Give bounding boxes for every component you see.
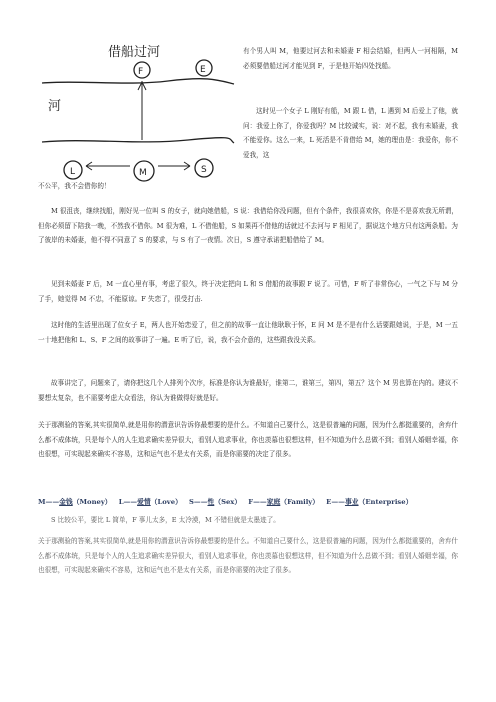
story-paragraph-1: 有个男人叫 M，他要过河去和未婚妻 F 相会结婚，但两人一河相隔，M 必须要借船过河才能见到 F，于是他开始四处找船。	[243, 47, 458, 70]
river-label: 河	[48, 99, 62, 114]
story-paragraph-6: 故事讲完了，问题来了，请你把这几个人排列个次序，标准是你认为谁最好，谁第二，谁第三，第四，第五？这个 M 男也算在内的。建议不要想太复杂，也不需要考虑大众看法，你认为谁做得好就是好。	[38, 379, 458, 402]
answer-key-line	[38, 495, 468, 510]
label-f: F	[138, 67, 144, 77]
answer-paragraph-repeat: 关于那测验的答案,其实很简单,就是用你的潜意识告诉你最想要的是什么。不知道自己要什么，这是很普遍的问题，因为什么都挺重要的，舍弃什么都不成体统，只是每个人的人生追求确实差异很大，看别人追求事业，你也羡慕也很想这样，但不知道为什么总做不到；看别人婚姻幸福，你也很想，可实现起来确实不容易，这和运气也不是太有关系，而是你需要的决定了很多。	[38, 537, 458, 575]
label-e: E	[200, 65, 206, 75]
story-paragraph-5: 这时他的生活里出现了位女子 E，两人也开始恋爱了，但之前的故事一直让他耿耿于怀，E 问 M 是不是有什么话要跟她说，于是，M 一五一十地把他和 L、S、F 之间的故事讲了一遍。E 听了后，说，我不会介意的，这些跟我没关系。	[38, 321, 458, 344]
near-bank-line	[42, 138, 234, 143]
story-paragraph-3: M 很沮丧，继续找船，刚好见一位叫 S 的女子，就向她借船，S 说：我借给你没问题，但有个条件，我很喜欢你，你是不是喜欢我无所谓，但你必须留下陪我一晚，不然我不借你。M 很为难，L 不借他船，S 如果再不借他的话就过不去河与 F 相见了，据说这个地方只有这两条船。为了彼岸的未婚妻，他不得不同意了 S 的要求，与 S 有了一夜情。次日，S 遵守承诺把船借给了 M。	[38, 207, 458, 245]
label-m: M	[139, 168, 147, 178]
summary-line: S 比较公平，要比 L 简单，F 事儿太多，E 太冷漠，M 不错但就是太墨迹了。	[51, 516, 280, 524]
label-l: L	[70, 167, 76, 177]
answer-paragraph: 关于那测验的答案,其实很简单,就是用你的潜意识告诉你最想要的是什么。不知道自己要什么，这是很普遍的问题，因为什么都挺重要的，舍弃什么都不成体统，只是每个人的人生追求确实差异很大，看别人追求事业，你也羡慕也很想这样，但不知道为什么总做不到；看别人婚姻幸福，你也很想，可实现起来确实不容易，这和运气也不是太有关系，而是你需要的决定了很多。	[38, 421, 458, 459]
story-paragraph-4: 见到未婚妻 F 后，M 一直心里有事，考虑了很久，终于决定把向 L 和 S 借船的故事跟 F 说了。可惜，F 听了非常伤心，一气之下与 M 分了手，她觉得 M 不忠，不能原谅。F 失恋了，很受打击.	[38, 280, 458, 303]
key-m: M——金钱（Money）	[38, 498, 112, 506]
key-l: L——爱情（Love）	[118, 498, 182, 506]
key-f: F——家庭（Family）	[248, 498, 320, 506]
label-s: S	[201, 165, 207, 175]
sketch-title: 借船过河	[108, 45, 161, 60]
river-crossing-sketch	[38, 40, 236, 192]
story-paragraph-2-end: 不公平，我不会借你的！	[38, 182, 111, 190]
key-s: S——性（Sex）	[188, 498, 242, 506]
story-paragraph-2: 这时见一个女子 L 刚好有船，M 跟 L 借，L 遇到 M 后爱上了他，就问：我爱上你了，你爱我吗？M 比较诚实，说：对不起，我有未婚妻，我不能爱你。这么一来，L 死活是不肯借给 M，她的理由是：我爱你，你不爱我，这	[243, 107, 458, 159]
key-e: E——事业（Enterprise）	[326, 498, 413, 506]
far-bank-line	[42, 79, 234, 84]
